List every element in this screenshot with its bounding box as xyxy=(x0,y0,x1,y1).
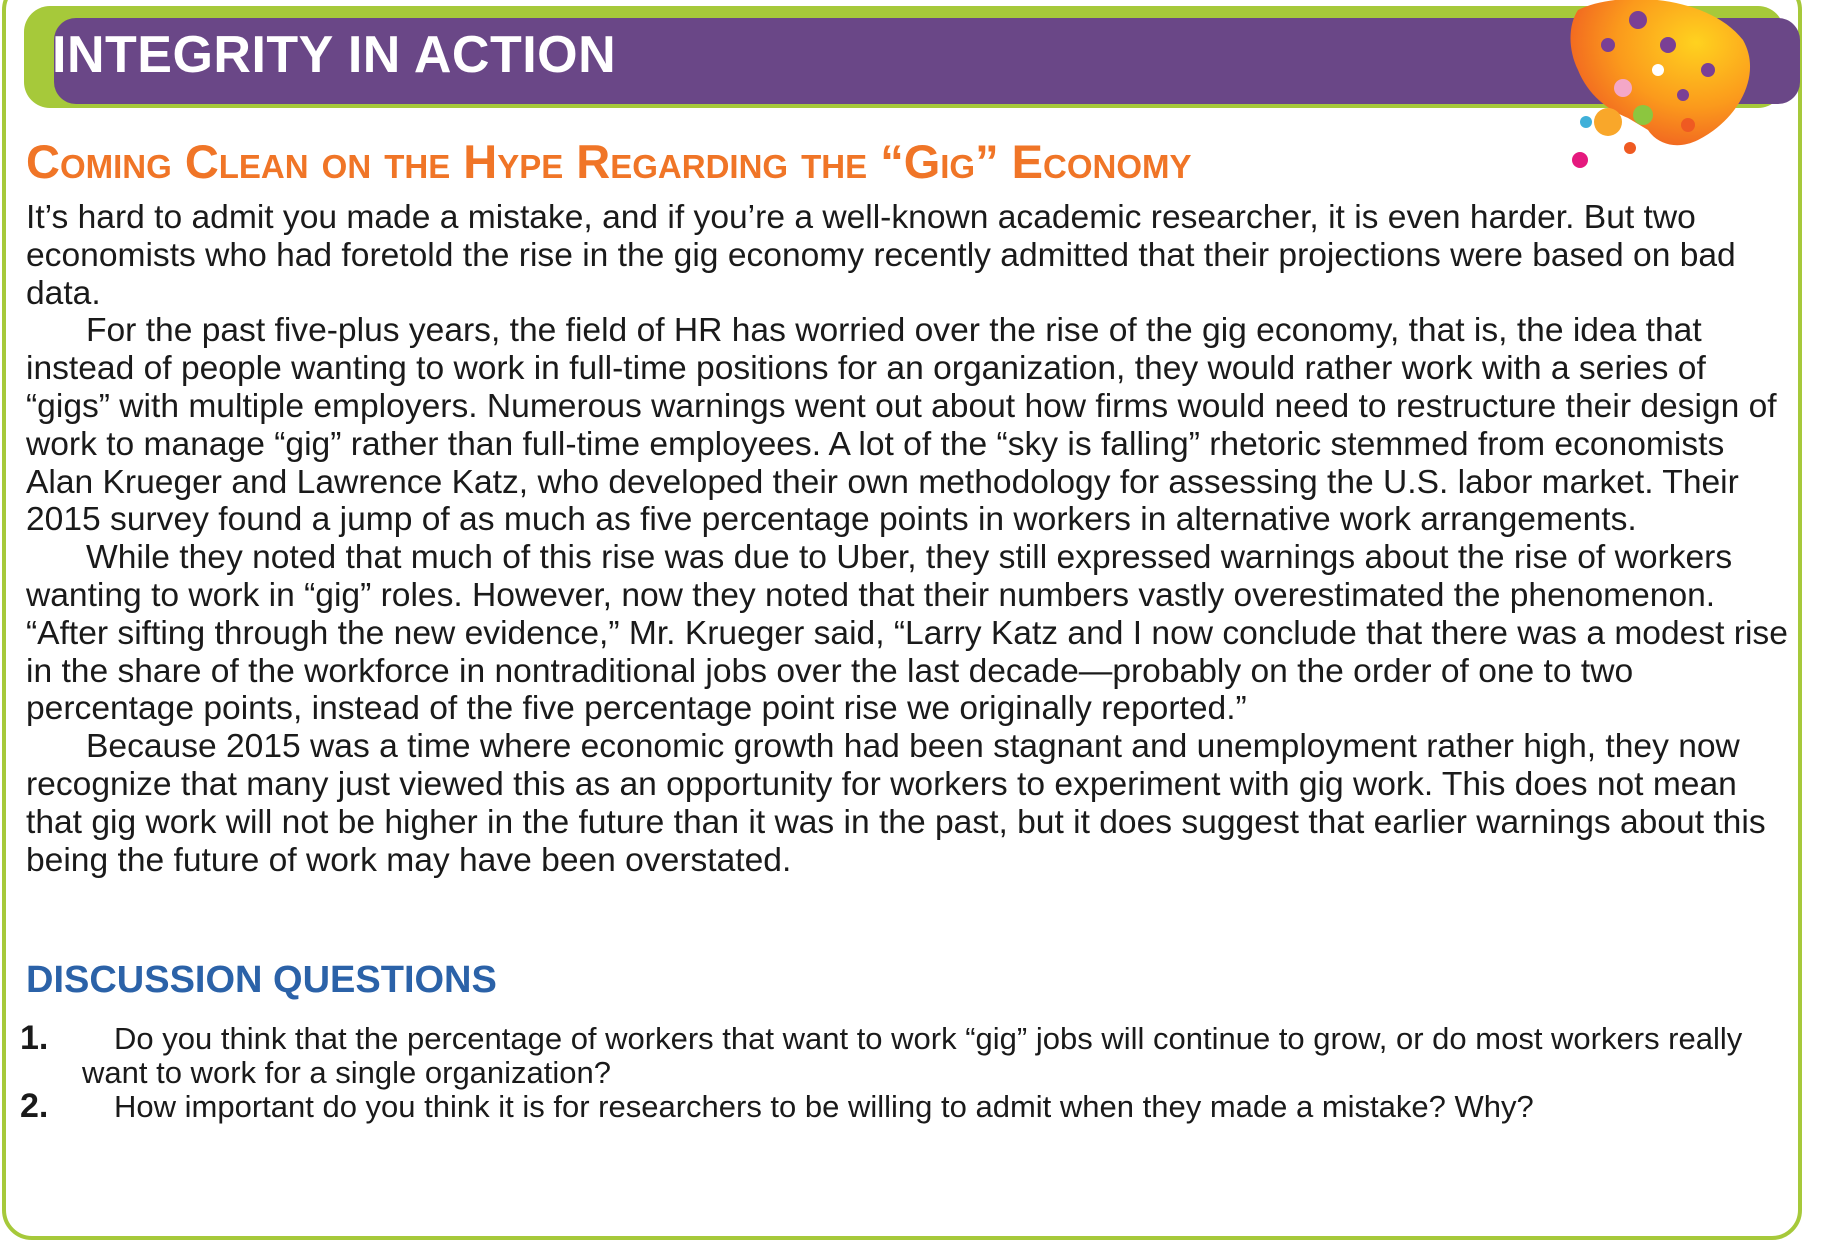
paragraph-1: It’s hard to admit you made a mistake, and if you’re a well-known academic researcher, it is even harder. But two economists who had foretold the rise in the gig economy recently admitted that their projections were based on bad data. xyxy=(26,199,1736,312)
discussion-questions-heading: DISCUSSION QUESTIONS xyxy=(26,959,497,1001)
banner-title: INTEGRITY IN ACTION xyxy=(52,26,617,84)
question-item xyxy=(20,1087,1800,1125)
paragraph-3: While they noted that much of this rise was due to Uber, they still expressed warnings about the rise of workers wanting to work in “gig” roles. However, now they noted that their numbers vastly overestimated the phenomenon. “After sifting through the new evidence,” Mr. Krueger said, “Larry Katz and I now conclude that there was a modest rise in the share of the workforce in nontraditional jobs over the last decade—probably on the order of one to two percentage points, instead of the five percentage point rise we originally reported.” xyxy=(26,539,1788,728)
article-body xyxy=(26,199,1794,879)
question-number: 1. xyxy=(20,1019,49,1057)
puzzle-logo-icon xyxy=(1548,0,1758,180)
paragraph-4: Because 2015 was a time where economic growth had been stagnant and unemployment rather high, they now recognize that many just viewed this as an opportunity for workers to experiment with gig work. This does not mean that gig work will not be higher in the future than it was in the past, but it does suggest that earlier warnings about this being the future of work may have been overstated. xyxy=(26,728,1766,879)
discussion-questions-list xyxy=(20,1019,1800,1125)
question-item xyxy=(20,1019,1800,1090)
paragraph-2: For the past five-plus years, the field of HR has worried over the rise of the gig economy, that is, the idea that instead of people wanting to work in full-time positions for an organization, they would rather work with a series of “gigs” with multiple employers. Numerous warnings went out about how firms would need to restructure their design of work to manage “gig” rather than full-time employees. A lot of the “sky is falling” rhetoric stemmed from economists Alan Krueger and Lawrence Katz, who developed their own methodology for assessing the U.S. labor market. Their 2015 survey found a jump of as much as five percentage points in workers in alternative work arrangements. xyxy=(26,312,1777,539)
question-text: Do you think that the percentage of workers that want to work “gig” jobs will continue to grow, or do most workers really want to work for a single organization? xyxy=(82,1021,1743,1090)
article-title: Coming Clean on the Hype Regarding the “Gig” Economy xyxy=(26,135,1192,188)
question-text: How important do you think it is for researchers to be willing to admit when they made a mistake? Why? xyxy=(114,1089,1534,1124)
question-number: 2. xyxy=(20,1087,49,1125)
